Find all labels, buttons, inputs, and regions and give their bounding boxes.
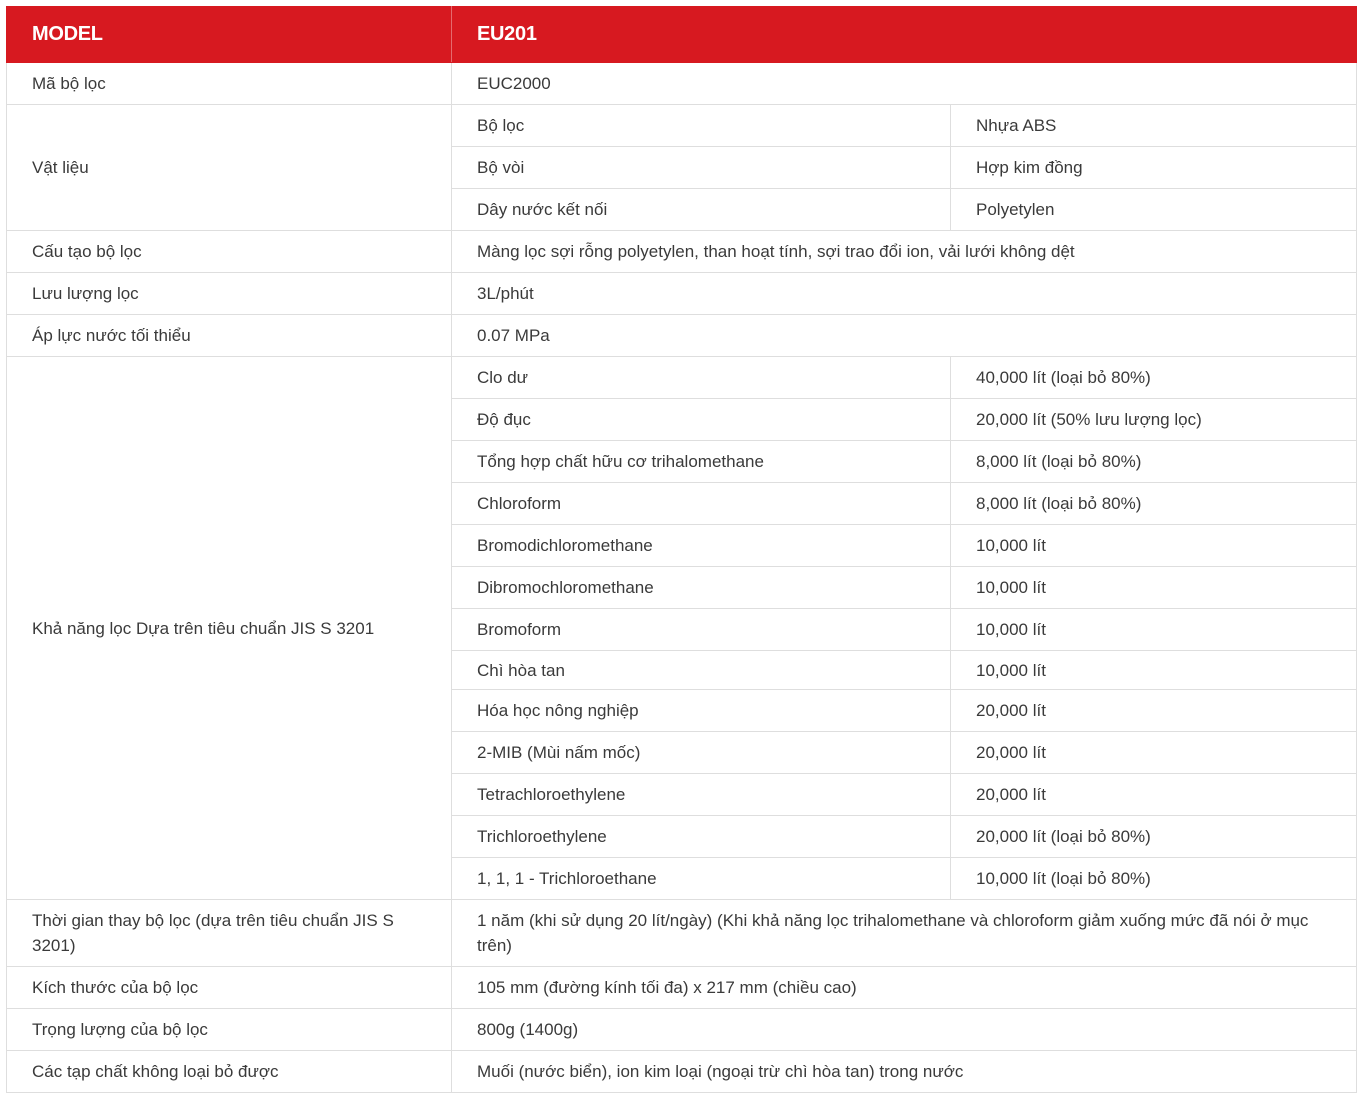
- sub-item-name: Bromodichloromethane: [452, 525, 951, 567]
- row-label: Thời gian thay bộ lọc (dựa trên tiêu chuẩn JIS S 3201): [7, 900, 452, 967]
- table-row: [7, 231, 1357, 273]
- model-value: EU201: [452, 7, 1357, 63]
- sub-item-value: 8,000 lít (loại bỏ 80%): [951, 483, 1357, 525]
- sub-item-name: Chloroform: [452, 483, 951, 525]
- row-label: Áp lực nước tối thiểu: [7, 315, 452, 357]
- row-label: Vật liệu: [7, 105, 452, 231]
- sub-item-value: Polyetylen: [951, 189, 1357, 231]
- sub-item-value: 20,000 lít: [951, 732, 1357, 774]
- table-row: [7, 1051, 1357, 1093]
- spec-table: [6, 6, 1357, 1093]
- sub-item-name: Bộ lọc: [452, 105, 951, 147]
- sub-item-value: Hợp kim đồng: [951, 147, 1357, 189]
- sub-item-value: 8,000 lít (loại bỏ 80%): [951, 441, 1357, 483]
- table-row: [7, 967, 1357, 1009]
- row-label: Cấu tạo bộ lọc: [7, 231, 452, 273]
- row-value: 3L/phút: [452, 273, 1357, 315]
- sub-item-name: 1, 1, 1 - Trichloroethane: [452, 858, 951, 900]
- row-value: 0.07 MPa: [452, 315, 1357, 357]
- sub-item-value: 20,000 lít (loại bỏ 80%): [951, 816, 1357, 858]
- table-row: [7, 63, 1357, 105]
- sub-item-name: Dibromochloromethane: [452, 567, 951, 609]
- table-row: [7, 273, 1357, 315]
- row-value: EUC2000: [452, 63, 1357, 105]
- row-label: Kích thước của bộ lọc: [7, 967, 452, 1009]
- row-label: Trọng lượng của bộ lọc: [7, 1009, 452, 1051]
- row-label: Mã bộ lọc: [7, 63, 452, 105]
- table-row: [7, 315, 1357, 357]
- header-row: [7, 7, 1357, 63]
- sub-item-name: Tổng hợp chất hữu cơ trihalomethane: [452, 441, 951, 483]
- sub-item-value: 20,000 lít: [951, 774, 1357, 816]
- table-row: [7, 1009, 1357, 1051]
- sub-item-value: Nhựa ABS: [951, 105, 1357, 147]
- sub-item-value: 40,000 lít (loại bỏ 80%): [951, 357, 1357, 399]
- row-value: 800g (1400g): [452, 1009, 1357, 1051]
- row-value: Muối (nước biển), ion kim loại (ngoại trừ chì hòa tan) trong nước: [452, 1051, 1357, 1093]
- sub-item-value: 10,000 lít: [951, 567, 1357, 609]
- sub-item-name: Chì hòa tan: [452, 651, 951, 690]
- table-row: [7, 105, 1357, 147]
- row-label: Các tạp chất không loại bỏ được: [7, 1051, 452, 1093]
- row-value: 105 mm (đường kính tối đa) x 217 mm (chiều cao): [452, 967, 1357, 1009]
- sub-item-name: Tetrachloroethylene: [452, 774, 951, 816]
- sub-item-name: 2-MIB (Mùi nấm mốc): [452, 732, 951, 774]
- sub-item-name: Trichloroethylene: [452, 816, 951, 858]
- row-label: Lưu lượng lọc: [7, 273, 452, 315]
- table-row: [7, 357, 1357, 399]
- row-label: Khả năng lọc Dựa trên tiêu chuẩn JIS S 3201: [7, 357, 452, 900]
- sub-item-value: 20,000 lít: [951, 690, 1357, 732]
- model-label: MODEL: [7, 7, 452, 63]
- sub-item-value: 10,000 lít: [951, 609, 1357, 651]
- row-value: Màng lọc sợi rỗng polyetylen, than hoạt tính, sợi trao đổi ion, vải lưới không dệt: [452, 231, 1357, 273]
- table-row: [7, 900, 1357, 967]
- sub-item-name: Độ đục: [452, 399, 951, 441]
- sub-item-value: 10,000 lít (loại bỏ 80%): [951, 858, 1357, 900]
- sub-item-value: 10,000 lít: [951, 651, 1357, 690]
- row-value: 1 năm (khi sử dụng 20 lít/ngày) (Khi khả năng lọc trihalomethane và chloroform giảm xuống mức đã nói ở mục trên): [452, 900, 1357, 967]
- sub-item-name: Bộ vòi: [452, 147, 951, 189]
- sub-item-name: Dây nước kết nối: [452, 189, 951, 231]
- sub-item-name: Clo dư: [452, 357, 951, 399]
- sub-item-name: Hóa học nông nghiệp: [452, 690, 951, 732]
- sub-item-value: 10,000 lít: [951, 525, 1357, 567]
- sub-item-value: 20,000 lít (50% lưu lượng lọc): [951, 399, 1357, 441]
- sub-item-name: Bromoform: [452, 609, 951, 651]
